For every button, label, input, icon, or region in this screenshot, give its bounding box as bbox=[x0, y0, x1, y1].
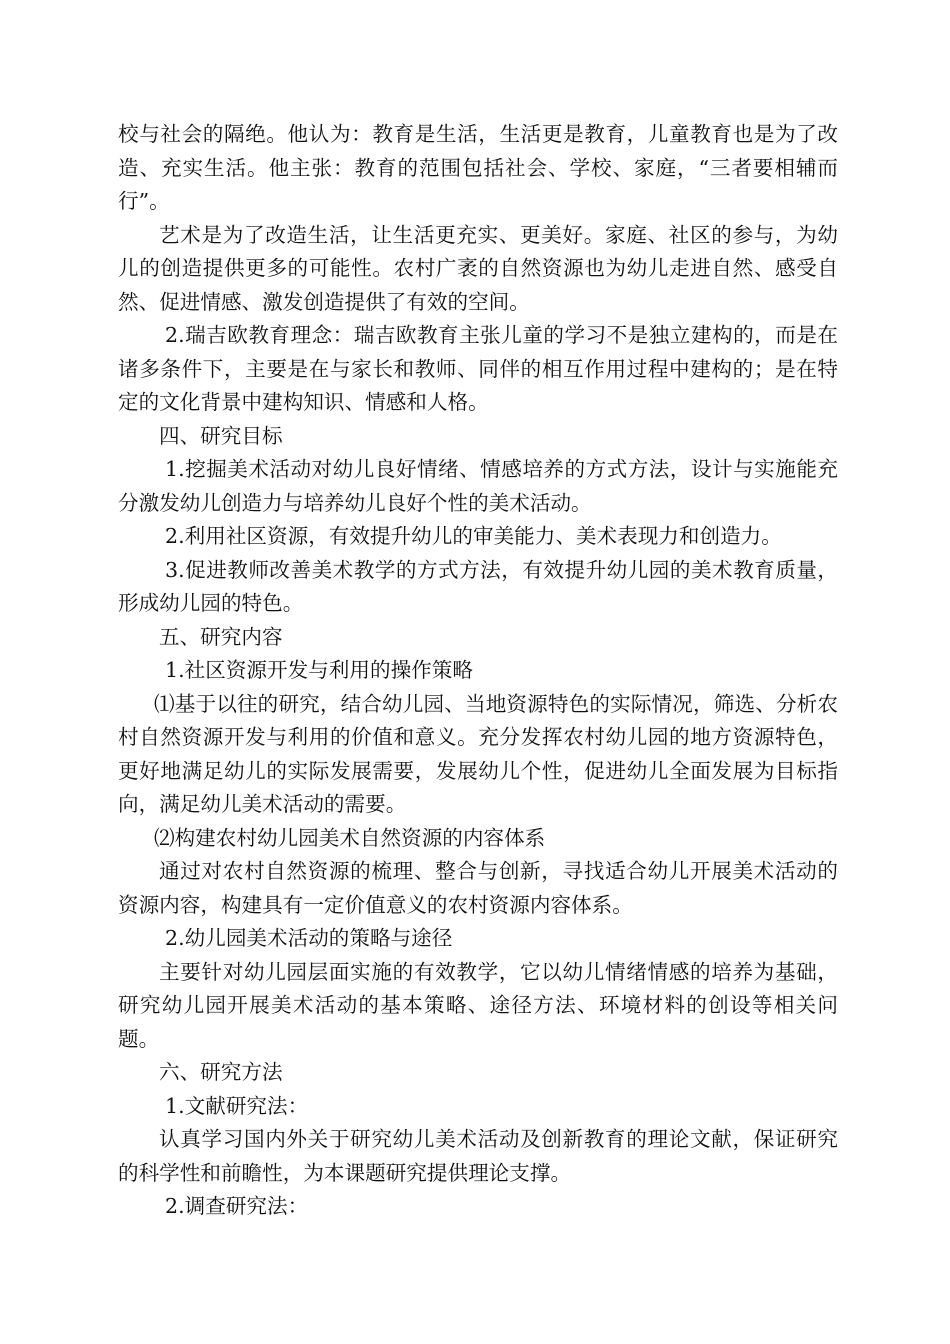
document-page bbox=[118, 118, 838, 1224]
list-item: 2.利用社区资源，有效提升幼儿的审美能力、美术表现力和创造力。 bbox=[165, 524, 782, 548]
section-heading: 六、研究方法 bbox=[159, 1060, 283, 1084]
paragraph: 通过对农村自然资源的梳理、整合与创新，寻找适合幼儿开展美术活动的资源内容，构建具有一定价值意义的农村资源内容体系。 bbox=[118, 859, 838, 917]
paragraph: 主要针对幼儿园层面实施的有效教学，它以幼儿情绪情感的培养为基础，研究幼儿园开展美术活动的基本策略、途径方法、环境材料的创设等相关问题。 bbox=[118, 959, 838, 1051]
list-item: ⑵构建农村幼儿园美术自然资源的内容体系 bbox=[154, 825, 546, 850]
subsection-heading: 1.社区资源开发与利用的操作策略 bbox=[165, 658, 473, 682]
list-item: 1.挖掘美术活动对幼儿良好情绪、情感培养的方式方法，设计与实施能充分激发幼儿创造力与培养幼儿良好个性的美术活动。 bbox=[118, 457, 838, 515]
section-heading: 五、研究内容 bbox=[159, 624, 283, 649]
subsection-heading: 2.调查研究法： bbox=[165, 1194, 309, 1218]
subsection-heading: 2.幼儿园美术活动的策略与途径 bbox=[165, 926, 453, 950]
paragraph: 艺术是为了改造生活，让生活更充实、更美好。家庭、社区的参与，为幼儿的创造提供更多的可能性。农村广袤的自然资源也为幼儿走进自然、感受自然、促进情感、激发创造提供了有效的空间。 bbox=[118, 222, 838, 314]
paragraph: 校与社会的隔绝。他认为：教育是生活，生活更是教育，儿童教育也是为了改造、充实生活。他主张：教育的范围包括社会、学校、家庭，“三者要相辅而行”。 bbox=[118, 122, 838, 213]
list-item: ⑴基于以往的研究，结合幼儿园、当地资源特色的实际情况，筛选、分析农村自然资源开发与利用的价值和意义。充分发挥农村幼儿园的地方资源特色，更好地满足幼儿的实际发展需要，发展幼儿个性，促进幼儿全面发展为目标指向，满足幼儿美术活动的需要。 bbox=[118, 691, 838, 816]
paragraph: 认真学习国内外关于研究幼儿美术活动及创新教育的理论文献，保证研究的科学性和前瞻性，为本课题研究提供理论支撑。 bbox=[118, 1127, 838, 1185]
subsection-heading: 1.文献研究法： bbox=[165, 1093, 309, 1118]
list-item: 3.促进教师改善美术教学的方式方法，有效提升幼儿园的美术教育质量，形成幼儿园的特色。 bbox=[118, 557, 838, 615]
section-heading: 四、研究目标 bbox=[159, 423, 283, 448]
paragraph: 2.瑞吉欧教育理念：瑞吉欧教育主张儿童的学习不是独立建构的，而是在诸多条件下，主要是在与家长和教师、同伴的相互作用过程中建构的；是在特定的文化背景中建构知识、情感和人格。 bbox=[118, 323, 838, 414]
